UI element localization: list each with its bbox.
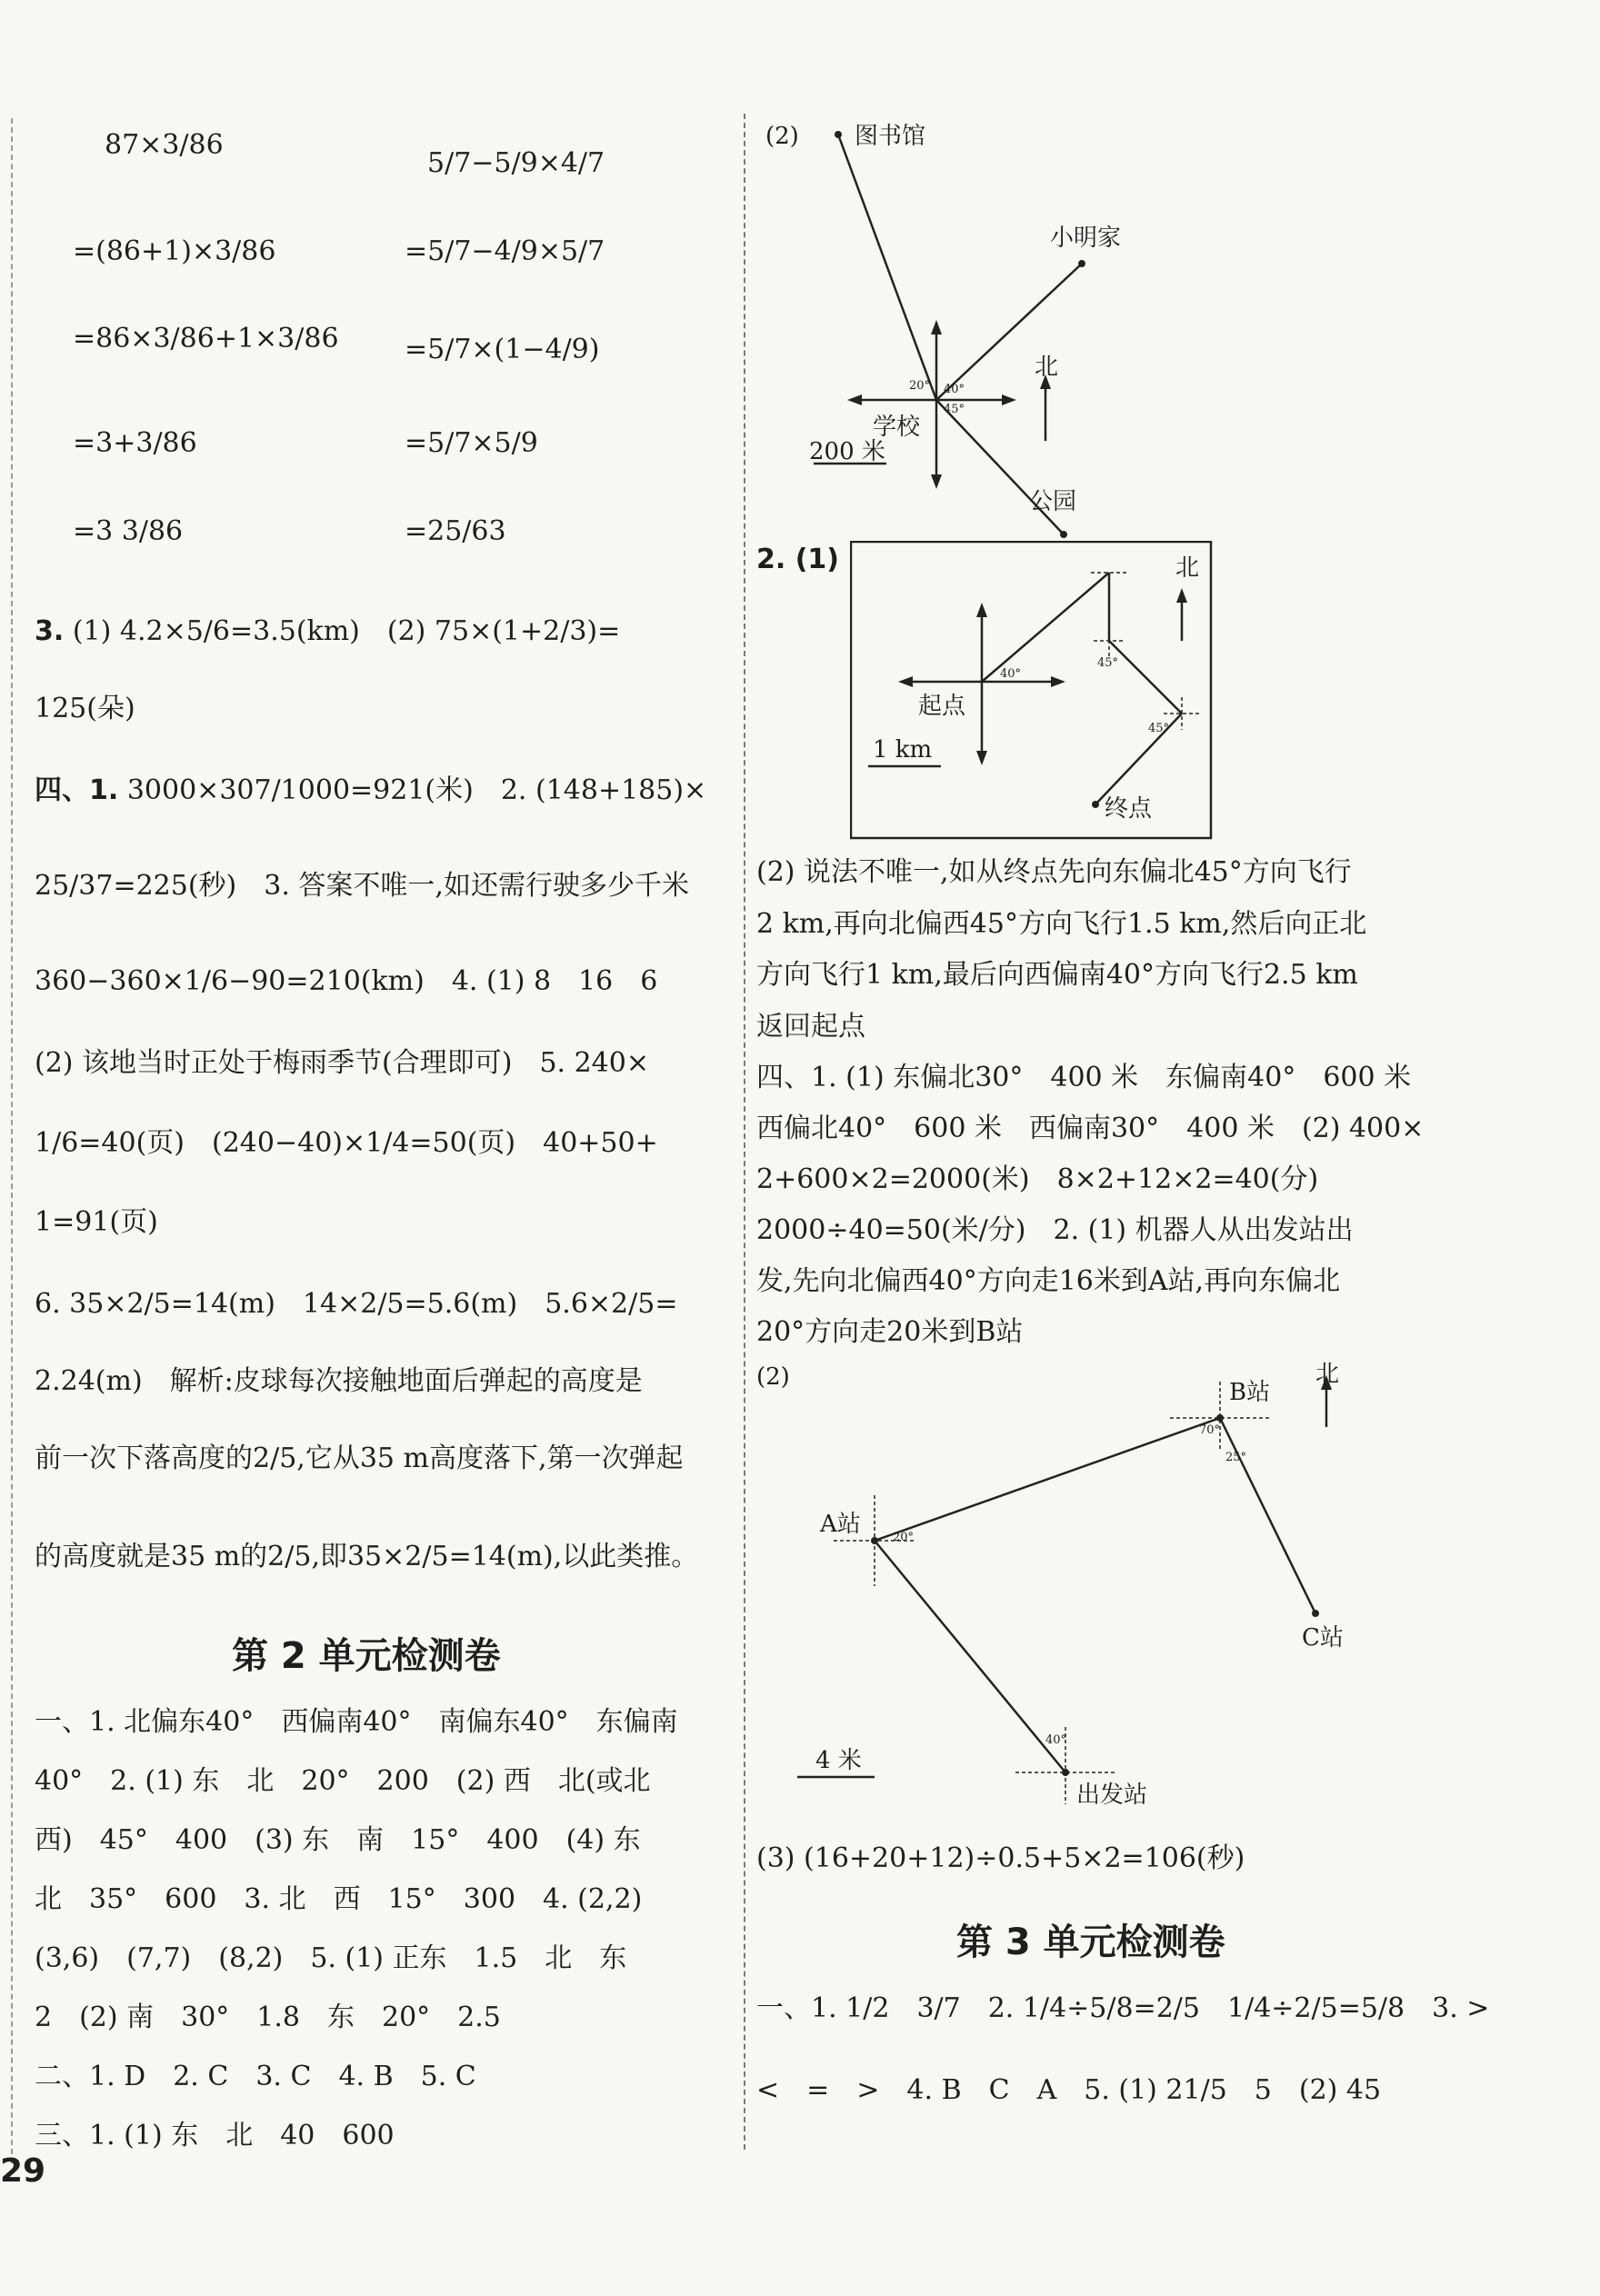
map3-scale: 4 米 bbox=[815, 1747, 862, 1774]
park-label: 公园 bbox=[1029, 488, 1077, 515]
s4-line-2: 25/37=225(秒) 3. 答案不唯一,如还需行驶多少千米 bbox=[35, 870, 689, 902]
leg-start-to-a bbox=[875, 1541, 1065, 1772]
u3-line-1: 一、1. 1/2 3/7 2. 1/4÷5/8=2/5 1/4÷2/5=5/8 3. > bbox=[756, 1992, 1490, 2024]
unit2-title: 第 2 单元检测卷 bbox=[232, 1635, 501, 1677]
s4-line-6: 1=91(页) bbox=[35, 1206, 158, 1238]
map3-north-label: 北 bbox=[1315, 1361, 1340, 1388]
u2-line-1: 一、1. 北偏东40° 西偏南40° 南偏东40° 东偏南 bbox=[35, 1706, 678, 1738]
unit3-title: 第 3 单元检测卷 bbox=[956, 1922, 1225, 1963]
map2-label-line bbox=[756, 542, 839, 578]
r-line-7: 2+600×2=2000(米) 8×2+12×2=40(分) bbox=[756, 1163, 1319, 1195]
u2-line-6: 2 (2) 南 30° 1.8 东 20° 2.5 bbox=[35, 2002, 501, 2033]
r-q3: (3) (16+20+12)÷0.5+5×2=106(秒) bbox=[756, 1842, 1245, 1874]
r-line-2: 2 km,再向北偏西45°方向飞行1.5 km,然后向正北 bbox=[756, 908, 1367, 940]
q6-line-3: 前一次下落高度的2/5,它从35 m高度落下,第一次弹起 bbox=[35, 1442, 684, 1474]
s4-line-1 bbox=[35, 773, 706, 809]
c-station-label: C站 bbox=[1302, 1624, 1344, 1652]
line-library bbox=[838, 135, 936, 400]
s4-line-5: 1/6=40(页) (240−40)×1/4=50(页) 40+50+ bbox=[35, 1127, 658, 1159]
map1-label: (2) bbox=[765, 123, 799, 150]
u2-line-2: 40° 2. (1) 东 北 20° 200 (2) 西 北(或北 bbox=[35, 1765, 651, 1797]
s4-line-4: (2) 该地当时正处于梅雨季节(合理即可) 5. 240× bbox=[35, 1047, 649, 1079]
calc-b-line-1: 5/7−5/9×4/7 bbox=[427, 147, 605, 179]
leg-b-to-c bbox=[1220, 1418, 1315, 1613]
angle-40: 40° bbox=[944, 383, 965, 396]
end-label: 终点 bbox=[1105, 795, 1153, 823]
r-line-3: 方向飞行1 km,最后向西偏南40°方向飞行2.5 km bbox=[756, 959, 1358, 991]
map-flight-route bbox=[850, 541, 1214, 841]
page-number: 29 bbox=[0, 2152, 46, 2190]
map3-label: (2) bbox=[756, 1363, 790, 1391]
home-label: 小明家 bbox=[1050, 225, 1122, 252]
school-label: 学校 bbox=[873, 414, 921, 441]
map2-north-label: 北 bbox=[1175, 554, 1200, 582]
r-line-6: 西偏北40° 600 米 西偏南30° 400 米 (2) 400× bbox=[756, 1113, 1425, 1144]
r-line-4: 返回起点 bbox=[756, 1011, 865, 1043]
q3-label: 3. bbox=[35, 615, 65, 647]
leg-3 bbox=[1109, 641, 1182, 714]
calc-b-line-3: =5/7×(1−4/9) bbox=[405, 334, 600, 365]
calc-b-line-5: =25/63 bbox=[405, 515, 506, 547]
map1-north-label: 北 bbox=[1035, 354, 1059, 381]
library-label: 图书馆 bbox=[855, 123, 926, 150]
start-station-label: 出发站 bbox=[1076, 1782, 1148, 1809]
r-line-8: 2000÷40=50(米/分) 2. (1) 机器人从出发站出 bbox=[756, 1214, 1354, 1246]
map-robot-route bbox=[756, 1359, 1465, 1822]
q3-text: (1) 4.2×5/6=3.5(km) (2) 75×(1+2/3)= bbox=[72, 615, 621, 647]
left-margin-rule bbox=[11, 118, 13, 2163]
r-line-9: 发,先向北偏西40°方向走16米到A站,再向东偏北 bbox=[756, 1265, 1341, 1297]
angle-45-mid: 45° bbox=[1097, 656, 1119, 670]
column-divider bbox=[744, 114, 745, 2150]
leg-a-to-b bbox=[875, 1418, 1220, 1541]
a-station-label: A站 bbox=[820, 1511, 861, 1538]
s4-head: 四、1. bbox=[35, 774, 119, 806]
calc-b-line-4: =5/7×5/9 bbox=[405, 427, 538, 459]
start-label: 起点 bbox=[918, 693, 966, 720]
angle-40-start: 40° bbox=[1000, 667, 1022, 681]
angle-70: 70° bbox=[1199, 1423, 1221, 1437]
calc-b-line-2: =5/7−4/9×5/7 bbox=[405, 235, 605, 267]
angle-45-end: 45° bbox=[1148, 722, 1170, 735]
calc-a-line-3: =86×3/86+1×3/86 bbox=[73, 323, 339, 354]
q3-line bbox=[35, 614, 620, 650]
q6-line-1: 6. 35×2/5=14(m) 14×2/5=5.6(m) 5.6×2/5= bbox=[35, 1288, 678, 1320]
angle-20-a: 20° bbox=[893, 1531, 915, 1544]
calc-a-line-4: =3+3/86 bbox=[73, 427, 197, 459]
line-home bbox=[936, 264, 1082, 400]
angle-40-start: 40° bbox=[1045, 1733, 1067, 1747]
u3-line-2: < = > 4. B C A 5. (1) 21/5 5 (2) 45 bbox=[756, 2074, 1382, 2106]
calc-a-line-1: 87×3/86 bbox=[105, 129, 224, 161]
b-station-label: B站 bbox=[1229, 1379, 1271, 1406]
r-line-1: (2) 说法不唯一,如从终点先向东偏北45°方向飞行 bbox=[756, 856, 1352, 888]
map2-label: 2. (1) bbox=[756, 544, 840, 575]
calc-a-line-2: =(86+1)×3/86 bbox=[73, 235, 276, 267]
leg-1 bbox=[982, 573, 1109, 682]
u2-line-5: (3,6) (7,7) (8,2) 5. (1) 正东 1.5 北 东 bbox=[35, 1942, 627, 1974]
u2-line-7: 二、1. D 2. C 3. C 4. B 5. C bbox=[35, 2061, 476, 2092]
calc-a-line-5: =3 3/86 bbox=[73, 515, 184, 547]
q6-line-2: 2.24(m) 解析:皮球每次接触地面后弹起的高度是 bbox=[35, 1365, 643, 1397]
map2-scale: 1 km bbox=[873, 736, 933, 764]
u2-line-4: 北 35° 600 3. 北 西 15° 300 4. (2,2) bbox=[35, 1883, 643, 1915]
u2-line-8: 三、1. (1) 东 北 40 600 bbox=[35, 2120, 395, 2151]
u2-line-3: 西) 45° 400 (3) 东 南 15° 400 (4) 东 bbox=[35, 1824, 641, 1856]
s4-line-1-text: 3000×307/1000=921(米) 2. (148+185)× bbox=[126, 774, 707, 806]
s4-line-3: 360−360×1/6−90=210(km) 4. (1) 8 16 6 bbox=[35, 965, 658, 997]
angle-25: 25° bbox=[1225, 1451, 1247, 1464]
q6-line-4: 的高度就是35 m的2/5,即35×2/5=14(m),以此类推。 bbox=[35, 1541, 699, 1572]
r-line-5: 四、1. (1) 东偏北30° 400 米 东偏南40° 600 米 bbox=[756, 1062, 1412, 1093]
angle-20: 20° bbox=[909, 379, 931, 393]
r-line-10: 20°方向走20米到B站 bbox=[756, 1316, 1024, 1348]
angle-45: 45° bbox=[944, 403, 965, 416]
q3-continued: 125(朵) bbox=[35, 693, 135, 724]
map-school-library bbox=[764, 109, 1491, 545]
map1-scale: 200 米 bbox=[809, 438, 885, 465]
